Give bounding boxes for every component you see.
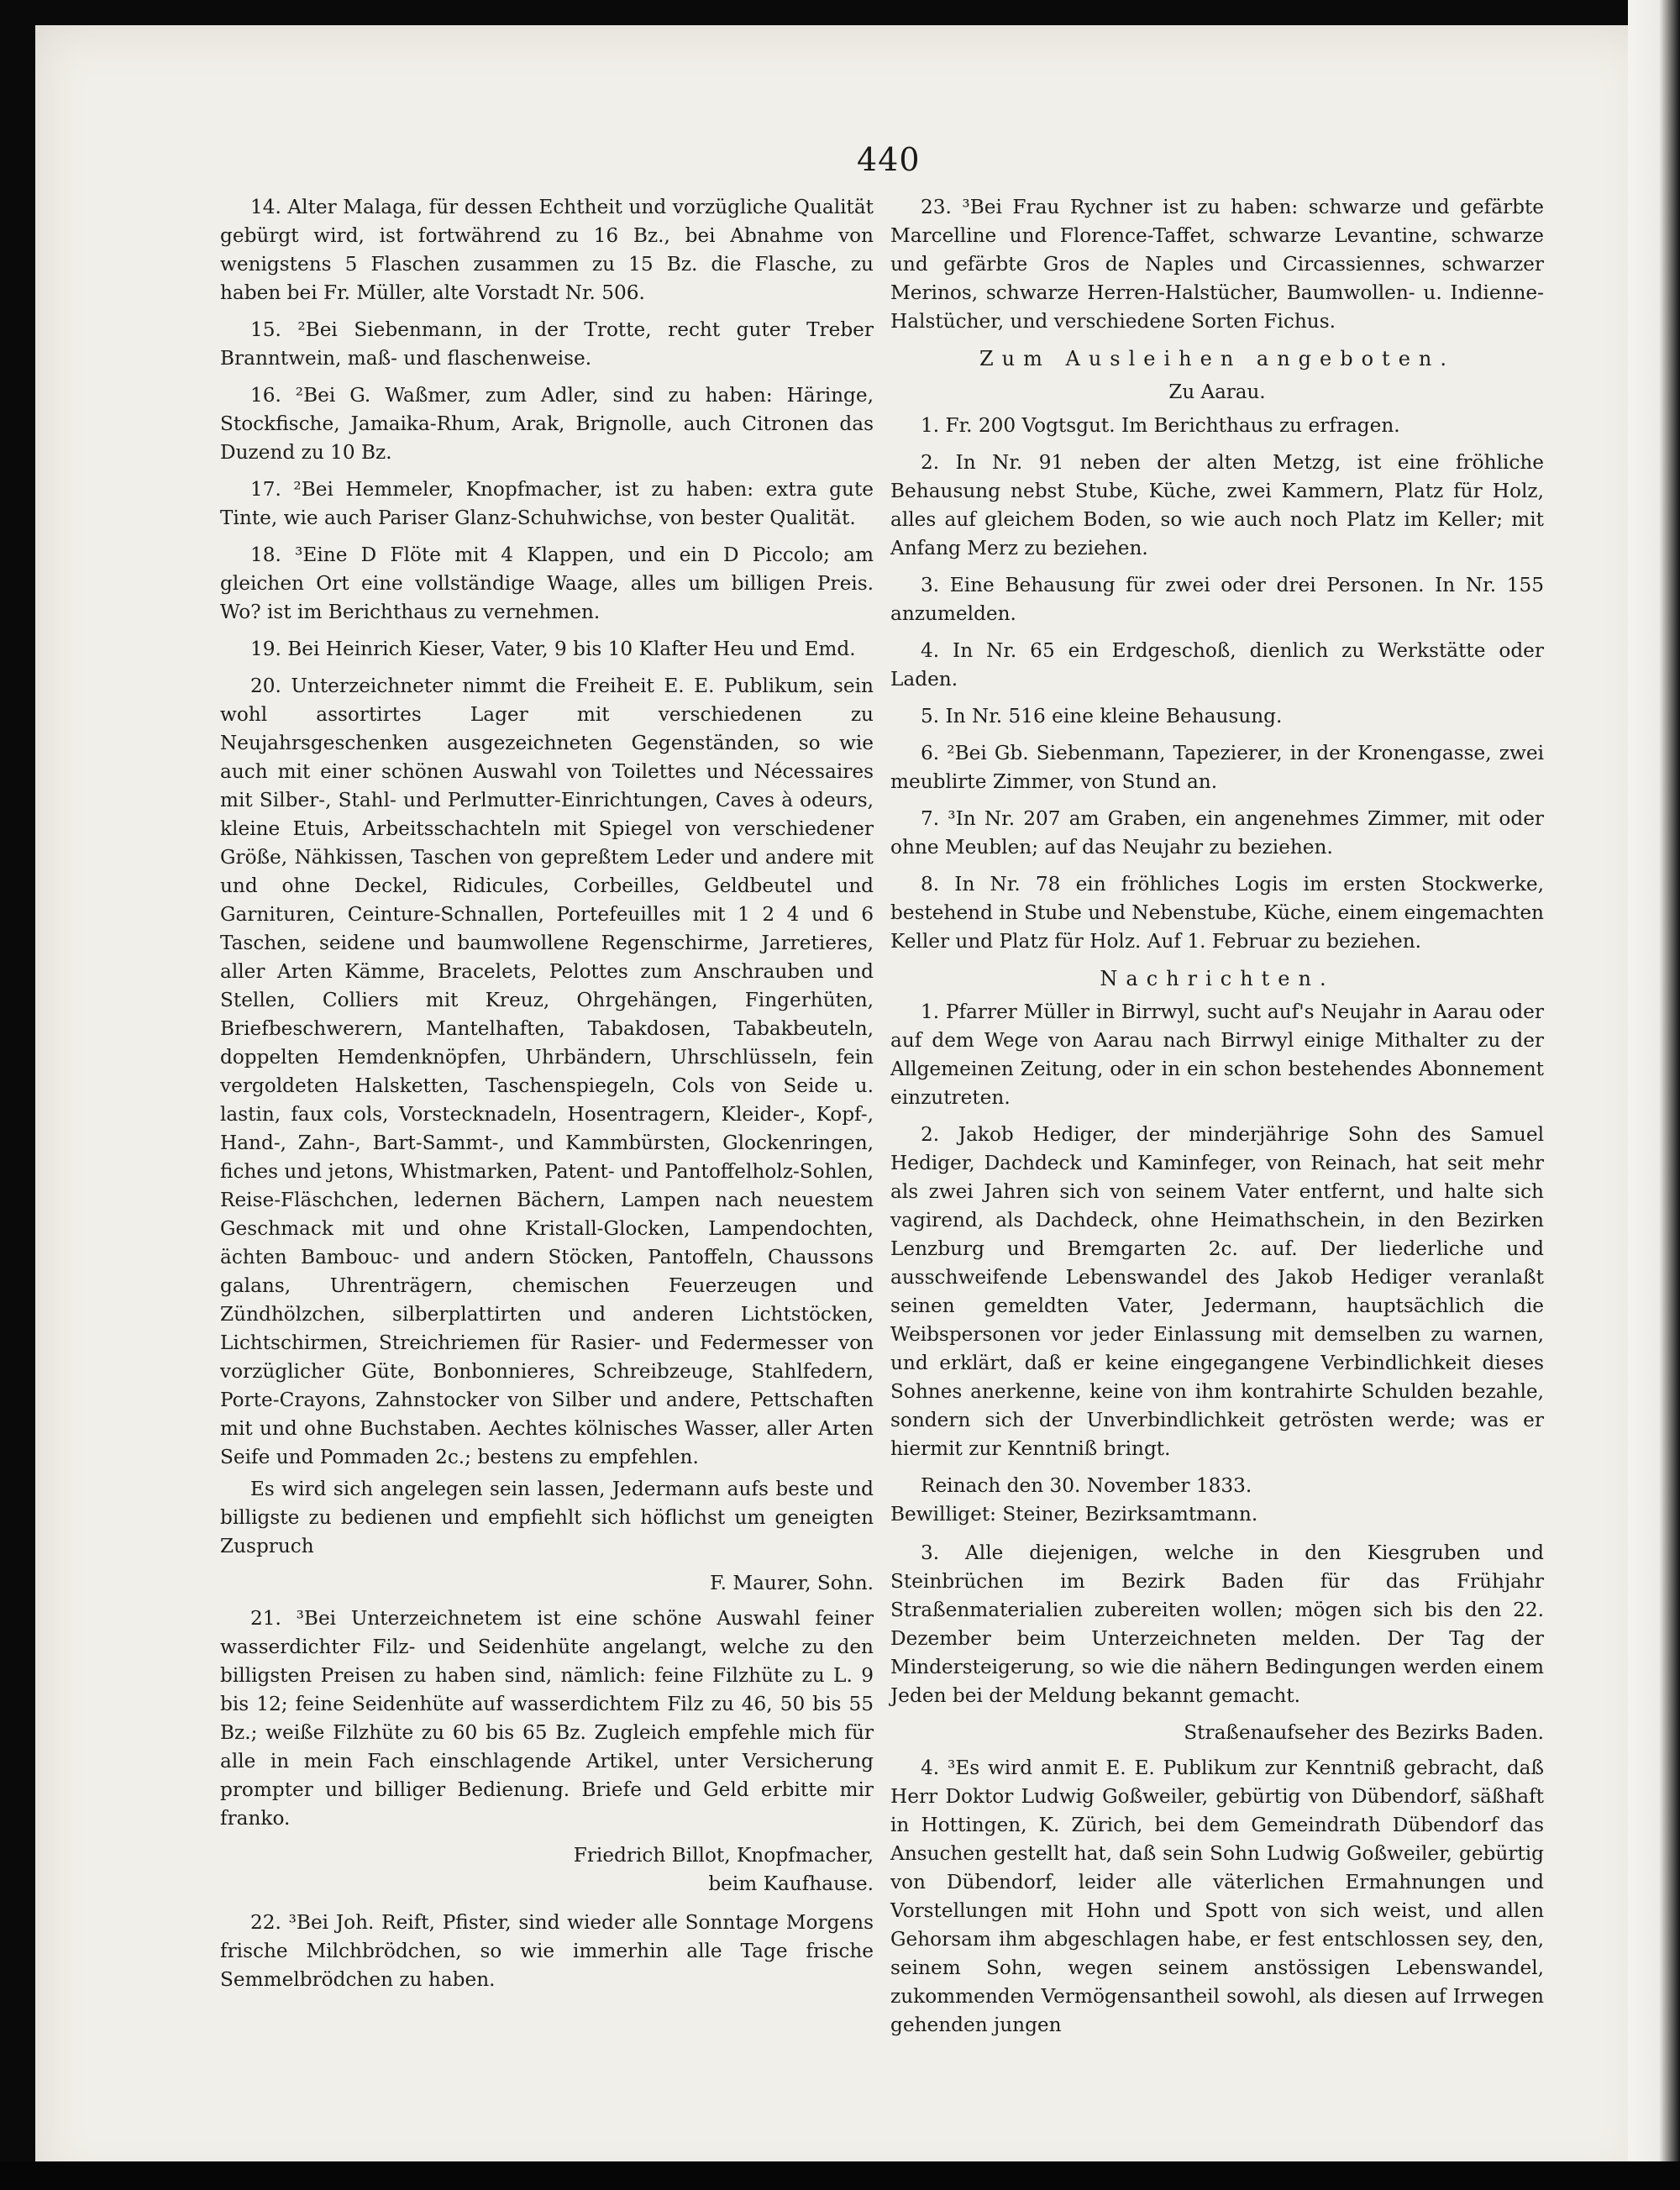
news-item-3: 3. Alle diejenigen, welche in den Kiesgruben und Steinbrüchen im Bezirk Baden für das Frühjahr Straßenmaterialien zubereiten wollen; mögen sich bis den 22. Dezember beim Unterzeichneten melden. Der Tag der Mindersteigerung, so wie die nähern Bedingungen werden einem Jeden bei der Meldung bekannt gemacht. xyxy=(890,1541,1544,1707)
news-item-3-signature: Straßenaufseher des Bezirks Baden. xyxy=(1184,1721,1544,1744)
news-item-2: 2. Jakob Hediger, der minderjährige Sohn des Samuel Hediger, Dachdeck und Kaminfeger, von Reinach, hat seit mehr als zwei Jahren sich von seinem Vater entfernt, und halte sich vagirend, als Dachdeck, ohne Heimathschein, in den Bezirken Lenzburg und Bremgarten 2c. auf. Der liederliche und ausschweifende Lebenswandel des Jakob Hediger veranlaßt seinen gemeldten Vater, Jedermann, hauptsächlich die Weibspersonen vor jeder Einlassung mit demselben zu warnen, und erklärt, daß er keine eingegangene Verbindlichkeit dieses Sohnes anerkenne, keine von ihm kontrahirte Schulden bezahle, sondern sich der Unverbindlichkeit getrösten werde; was er hiermit zur Kenntniß bringt. xyxy=(890,1123,1544,1460)
entry-16: 16. ²Bei G. Waßmer, zum Adler, sind zu haben: Häringe, Stockfische, Jamaika-Rhum, Arak, Brignolle, auch Citronen das Duzend zu 10 Bz. xyxy=(220,384,874,464)
rent-item-3: 3. Eine Behausung für zwei oder drei Personen. In Nr. 155 anzumelden. xyxy=(890,574,1544,625)
scan-edge-right xyxy=(1628,0,1680,2190)
section-heading-rent: Zum Ausleihen angeboten. xyxy=(979,347,1455,370)
entry-21-signature: Friedrich Billot, Knopfmacher, xyxy=(573,1844,874,1867)
entry-20: 20. Unterzeichneter nimmt die Freiheit E. E. Publikum, sein wohl assortirtes Lager mit verschiedenen zu Neujahrsgeschenken ausgezeichneten Gegenständen, so wie auch mit einer schönen Auswahl von Toilettes und Nécessaires mit Silber-, Stahl- und Perlmutter-Einrichtungen, Caves à odeurs, kleine Etuis, Arbeitsschachteln mit Spiegel von verschiedener Größe, Nähkissen, Taschen von gepreßtem Leder und andere mit und ohne Deckel, Ridicules, Corbeilles, Geldbeutel und Garnituren, Ceinture-Schnallen, Portefeuilles mit 1 2 4 und 6 Taschen, seidene und baumwollene Regenschirme, Jarretieres, aller Arten Kämme, Bracelets, Pelottes zum Anschrauben und Stellen, Colliers mit Kreuz, Ohrgehängen, Fingerhüten, Briefbeschwerern, Mantelhaften, Tabakdosen, Tabakbeuteln, doppelten Hemdenknöpfen, Uhrbändern, Uhrschlüsseln, fein vergoldeten Halsketten, Taschenspiegeln, Cols von Seide u. lastin, faux cols, Vorstecknadeln, Hosentragern, Kleider-, Kopf-, Hand-, Zahn-, Bart-Sammt-, und Kammbürsten, Glockenringen, fiches und jetons, Whistmarken, Patent- und Pantoffelholz-Sohlen, Reise-Fläschchen, ledernen Bächern, Lampen nach neuestem Geschmack mit und ohne Kristall-Glocken, Lampendochten, ächten Bambouc- und andern Stöcken, Pantoffeln, Chaussons galans, Uhrenträgern, chemischen Feuerzeugen und Zündhölzchen, silberplattirten und anderen Lichtstöcken, Lichtschirmen, Streichriemen für Rasier- und Federmesser von vorzüglicher Güte, Bonbonnieres, Schreibzeuge, Stahlfedern, Porte-Crayons, Zahnstocker von Silber und andere, Pettschaften mit und ohne Buchstaben. Aechtes kölnisches Wasser, aller Arten Seife und Pommaden 2c.; bestens zu empfehlen. xyxy=(220,675,874,1468)
news-item-1: 1. Pfarrer Müller in Birrwyl, sucht auf's Neujahr in Aarau oder auf dem Wege von Aarau nach Birrwyl einige Mithalter zu der Allgemeinen Zeitung, oder in ein schon bestehendes Abonnement einzutreten. xyxy=(890,1000,1544,1109)
entry-21: 21. ³Bei Unterzeichnetem ist eine schöne Auswahl feiner wasserdichter Filz- und Seidenhüte angelangt, welche zu den billigsten Preisen zu haben sind, nämlich: feine Filzhüte zu L. 9 bis 12; feine Seidenhüte auf wasserdichtem Filz zu 46, 50 bis 55 Bz.; weiße Filzhüte zu 60 bis 65 Bz. Zugleich empfehle mich für alle in mein Fach einschlagende Artikel, unter Versicherung prompter und billiger Bedienung. Briefe und Geld erbitte mir franko. xyxy=(220,1607,874,1830)
right-column xyxy=(890,193,1544,2048)
entry-18: 18. ³Eine D Flöte mit 4 Klappen, und ein D Piccolo; am gleichen Ort eine vollständige Waage, alles um billigen Preis. Wo? ist im Berichthaus zu vernehmen. xyxy=(220,544,874,623)
entry-23: 23. ³Bei Frau Rychner ist zu haben: schwarze und gefärbte Marcelline und Florence-Taffet, schwarze Levantine, schwarze und gefärbte Gros de Naples und Circassiennes, schwarzer Merinos, schwarze Herren-Halstücher, Baumwollen- u. Indienne-Halstücher, und verschiedene Sorten Fichus. xyxy=(890,196,1544,333)
scan-edge-bottom xyxy=(0,2161,1680,2190)
rent-item-2: 2. In Nr. 91 neben der alten Metzg, ist eine fröhliche Behausung nebst Stube, Küche, zwei Kammern, Platz für Holz, alles auf gleichem Boden, so wie auch noch Platz im Keller; mit Anfang Merz zu beziehen. xyxy=(890,451,1544,559)
news-item-2-approval: Bewilliget: Steiner, Bezirksamtmann. xyxy=(890,1503,1258,1526)
rent-item-7: 7. ³In Nr. 207 am Graben, ein angenehmes Zimmer, mit oder ohne Meublen; auf das Neujahr zu beziehen. xyxy=(890,807,1544,859)
entry-22: 22. ³Bei Joh. Reift, Pfister, sind wieder alle Sonntage Morgens frische Milchbrödchen, so wie immerhin alle Tage frische Semmelbrödchen zu haben. xyxy=(220,1911,874,1991)
entry-20-signature: F. Maurer, Sohn. xyxy=(710,1572,874,1594)
rent-item-8: 8. In Nr. 78 ein fröhliches Logis im ersten Stockwerke, bestehend in Stube und Nebenstube, Küche, einem eingemachten Keller und Platz für Holz. Auf 1. Februar zu beziehen. xyxy=(890,873,1544,953)
rent-item-1: 1. Fr. 200 Vogtsgut. Im Berichthaus zu erfragen. xyxy=(921,414,1400,437)
entry-21-signature-line2: beim Kaufhause. xyxy=(708,1872,874,1895)
news-item-4: 4. ³Es wird anmit E. E. Publikum zur Kenntniß gebracht, daß Herr Doktor Ludwig Goßweiler, gebürtig von Dübendorf, säßhaft in Hottingen, K. Zürich, bei dem Gemeindrath Dübendorf das Ansuchen gestellt hat, daß sein Sohn Ludwig Goßweiler, gebürtig von Dübendorf, leider alle väterlichen Ermahnungen und Vorstellungen mit Hohn und Spott von sich weist, und allen Gehorsam ihm abgeschlagen habe, er fest entschlossen sey, den, seinem Sohn, wegen seinem anstössigen Lebenswandel, zukommenden Vermögensantheil sowohl, als diesen auf Irrwegen gehenden jungen xyxy=(890,1757,1544,2036)
rent-item-5: 5. In Nr. 516 eine kleine Behausung. xyxy=(921,705,1283,727)
rent-item-4: 4. In Nr. 65 ein Erdgeschoß, dienlich zu Werkstätte oder Laden. xyxy=(890,639,1544,691)
entry-15: 15. ²Bei Siebenmann, in der Trotte, recht guter Treber Branntwein, maß- und flaschenweise. xyxy=(220,318,874,370)
section-heading-news: Nachrichten. xyxy=(1100,967,1335,990)
entry-17: 17. ²Bei Hemmeler, Knopfmacher, ist zu haben: extra gute Tinte, wie auch Pariser Glanz-Schuhwichse, von bester Qualität. xyxy=(220,478,874,529)
left-column xyxy=(220,193,874,2003)
news-item-2-date: Reinach den 30. November 1833. xyxy=(921,1474,1252,1497)
entry-14: 14. Alter Malaga, für dessen Echtheit und vorzügliche Qualität gebürgt wird, ist fortwährend zu 16 Bz., bei Abnahme von wenigstens 5 Flaschen zusammen zu 15 Bz. die Flasche, zu haben bei Fr. Müller, alte Vorstadt Nr. 506. xyxy=(220,196,874,304)
rent-item-6: 6. ²Bei Gb. Siebenmann, Tapezierer, in der Kronengasse, zwei meublirte Zimmer, von Stund an. xyxy=(890,742,1544,793)
entry-20-closing: Es wird sich angelegen sein lassen, Jedermann aufs beste und billigste zu bedienen und empfiehlt sich höflichst um geneigten Zuspruch xyxy=(220,1478,874,1557)
entry-19: 19. Bei Heinrich Kieser, Vater, 9 bis 10 Klafter Heu und Emd. xyxy=(250,638,856,660)
section-subheading-aarau: Zu Aarau. xyxy=(1168,381,1266,403)
page-number: 440 xyxy=(857,141,921,178)
